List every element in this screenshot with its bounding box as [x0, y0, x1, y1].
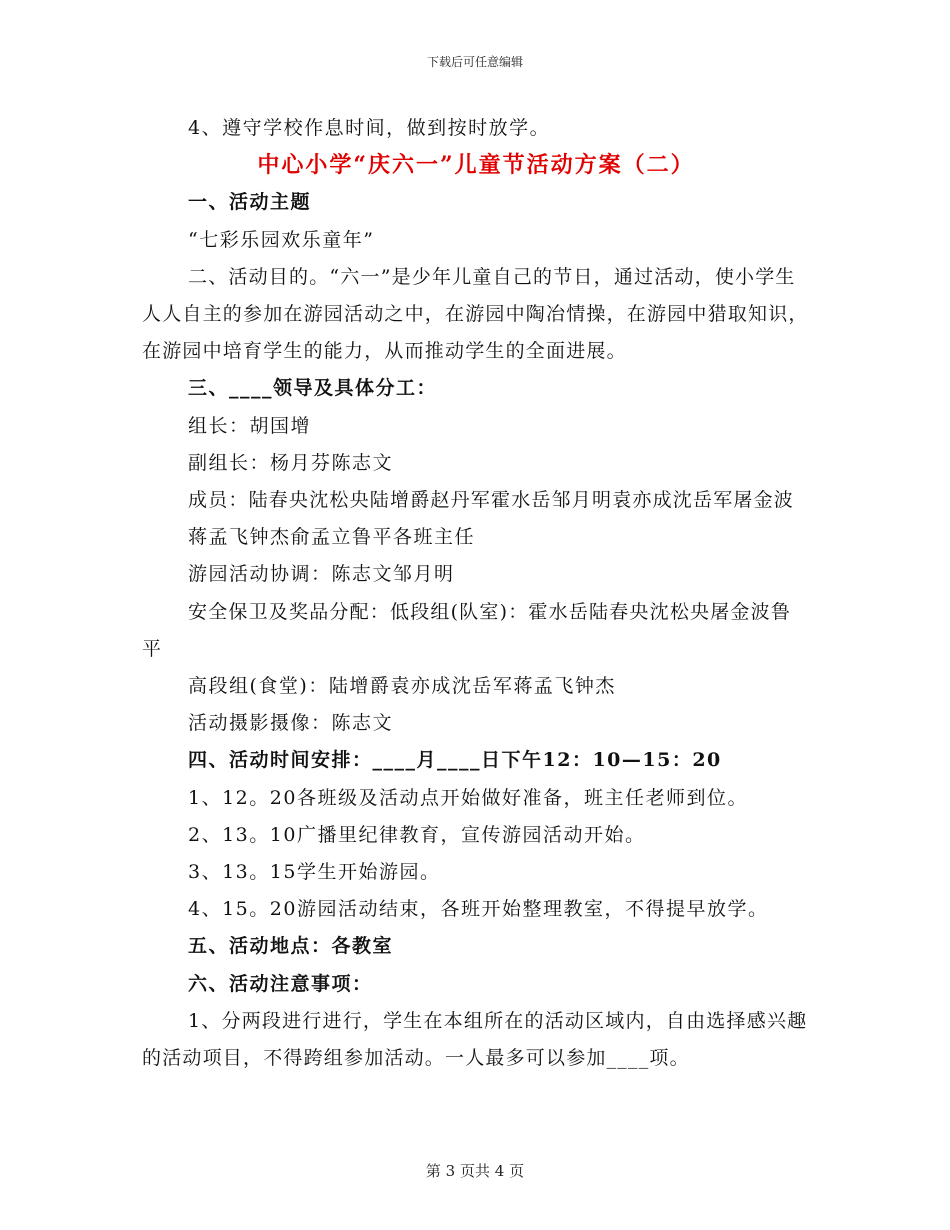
schedule-item-3: 3、13。15学生开始游园。 [188, 861, 441, 884]
photo-line: 活动摄影摄像：陈志文 [188, 712, 394, 735]
section-heading-location: 五、活动地点：各教室 [188, 935, 394, 958]
note-paragraph-1: 1、分两段进行进行，学生在本组所在的活动区域内，自由选择感兴趣的活动项目，不得跨组参加活动。一人最多可以参加____项。 [142, 1009, 808, 1070]
members-paragraph: 成员：陆春央沈松央陆增爵赵丹军霍水岳邹月明袁亦成沈岳军屠金波 [188, 489, 795, 512]
schedule-item-4: 4、15。20游园活动结束，各班开始整理教室，不得提早放学。 [188, 898, 769, 921]
purpose-paragraph: 二、活动目的。“六一”是少年儿童自己的节日，通过活动，使小学生人人自主的参加在游园活动之中，在游园中陶冶情操，在游园中猎取知识，在游园中培育学生的能力，从而推动学生的全面进展。 [142, 265, 809, 363]
members-line-2: 蒋孟飞钟杰俞孟立鲁平各班主任 [188, 526, 476, 549]
high-group-line: 高段组(食堂)：陆增爵袁亦成沈岳军蒋孟飞钟杰 [188, 675, 616, 698]
section-heading-theme: 一、活动主题 [188, 191, 312, 214]
section-heading-schedule: 四、活动时间安排：____月____日下午12：10—15：20 [188, 749, 722, 772]
theme-text: “七彩乐园欢乐童年” [188, 228, 375, 251]
schedule-item-2: 2、13。10广播里纪律教育，宣传游园活动开始。 [188, 823, 646, 846]
document-title: 中心小学“庆六一”儿童节活动方案（二） [257, 152, 695, 179]
rule-line-4: 4、遵守学校作息时间，做到按时放学。 [188, 117, 551, 139]
page-header: 下载后可任意编辑 [426, 55, 523, 69]
document-body [142, 110, 810, 1077]
page-footer: 第 3 页共 4 页 [425, 1162, 525, 1180]
leader-line: 组长：胡国增 [188, 414, 312, 437]
section-heading-leadership: 三、____领导及具体分工： [188, 377, 438, 400]
coordination-line: 游园活动协调：陈志文邹月明 [188, 563, 455, 586]
security-paragraph: 安全保卫及奖品分配：低段组(队室)：霍水岳陆春央沈松央屠金波鲁平 [142, 600, 792, 660]
vice-leader-line: 副组长：杨月芬陈志文 [188, 451, 394, 474]
schedule-item-1: 1、12。20各班级及活动点开始做好准备，班主任老师到位。 [188, 786, 748, 809]
section-heading-notes: 六、活动注意事项： [188, 972, 373, 995]
